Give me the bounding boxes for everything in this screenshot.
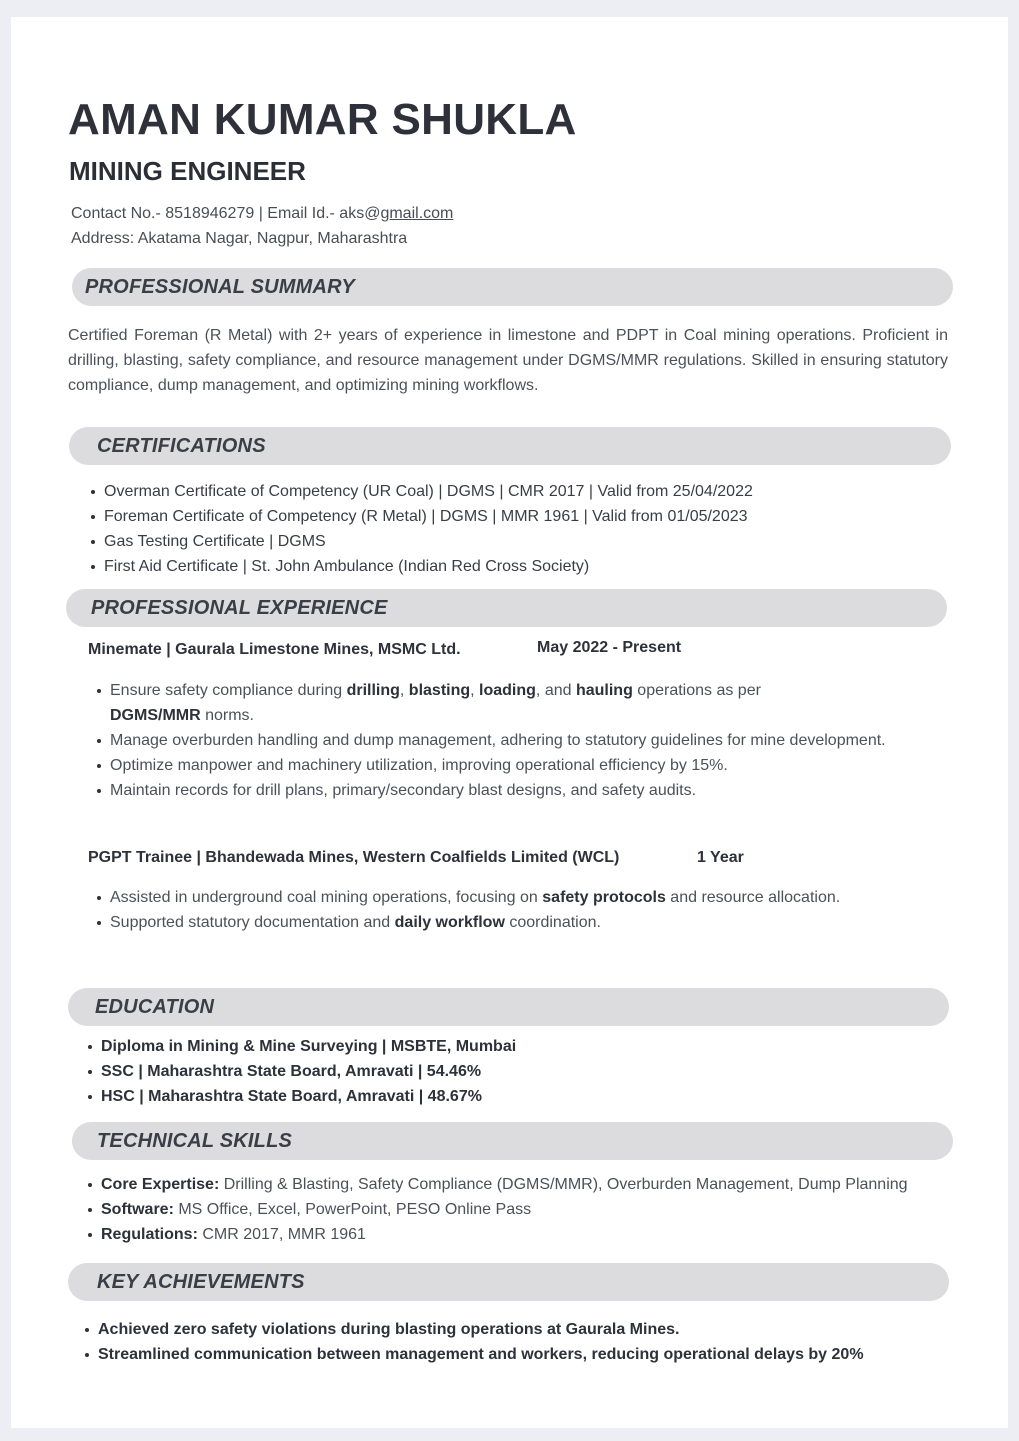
list-item: Maintain records for drill plans, primary/secondary blast designs, and safety audits. bbox=[95, 778, 895, 803]
list-item: HSC | Maharashtra State Board, Amravati | 48.67% bbox=[86, 1084, 516, 1109]
list-item: Diploma in Mining & Mine Surveying | MSBTE, Mumbai bbox=[86, 1034, 516, 1059]
resume-page bbox=[11, 17, 1008, 1428]
section-band-summary bbox=[72, 268, 953, 306]
list-item: Streamlined communication between management and workers, reducing operational delays by 20% bbox=[83, 1342, 943, 1367]
list-item: Overman Certificate of Competency (UR Coal) | DGMS | CMR 2017 | Valid from 25/04/2022 bbox=[89, 479, 753, 504]
section-title-summary: PROFESSIONAL SUMMARY bbox=[85, 276, 355, 298]
section-band-experience bbox=[66, 589, 947, 627]
list-item: Gas Testing Certificate | DGMS bbox=[89, 529, 753, 554]
list-item: Achieved zero safety violations during blasting operations at Gaurala Mines. bbox=[83, 1317, 943, 1342]
section-title-education: EDUCATION bbox=[95, 996, 215, 1018]
candidate-role: MINING ENGINEER bbox=[69, 156, 306, 186]
list-item: Foreman Certificate of Competency (R Metal) | DGMS | MMR 1961 | Valid from 01/05/2023 bbox=[89, 504, 753, 529]
contact-line bbox=[71, 201, 453, 226]
section-title-achievements: KEY ACHIEVEMENTS bbox=[97, 1271, 305, 1293]
section-title-experience: PROFESSIONAL EXPERIENCE bbox=[91, 597, 388, 619]
list-item: Ensure safety compliance during drilling, blasting, loading, and hauling operations as per DGMS/MMR norms. bbox=[95, 678, 895, 728]
address-line: Address: Akatama Nagar, Nagpur, Maharashtra bbox=[71, 230, 408, 247]
achievements-list bbox=[83, 1317, 943, 1367]
list-item: SSC | Maharashtra State Board, Amravati | 54.46% bbox=[86, 1059, 516, 1084]
job-title-2: PGPT Trainee | Bhandewada Mines, Western Coalfields Limited (WCL) bbox=[88, 849, 620, 866]
job-2-duties bbox=[95, 885, 895, 935]
contact-block bbox=[71, 201, 453, 251]
list-item: Manage overburden handling and dump management, adhering to statutory guidelines for mine development. bbox=[95, 728, 895, 753]
section-title-skills: TECHNICAL SKILLS bbox=[97, 1130, 293, 1152]
section-title-certifications: CERTIFICATIONS bbox=[97, 435, 266, 457]
section-band-certifications bbox=[69, 427, 951, 465]
summary-text: Certified Foreman (R Metal) with 2+ years of experience in limestone and PDPT in Coal mining operations. Proficient in drilling, blasting, safety compliance, and resource management under DGMS/MMR regulations. Skilled in ensuring statutory compliance, dump management, and optimizing mining workflows. bbox=[68, 327, 948, 394]
job-title-1: Minemate | Gaurala Limestone Mines, MSMC Ltd. bbox=[88, 641, 461, 658]
certification-list bbox=[89, 479, 753, 579]
contact-text: Contact No.- 8518946279 | Email Id.- aks@ bbox=[71, 205, 381, 222]
list-item: Supported statutory documentation and daily workflow coordination. bbox=[95, 910, 895, 935]
education-list bbox=[86, 1034, 516, 1109]
section-band-skills bbox=[72, 1122, 953, 1160]
candidate-name: AMAN KUMAR SHUKLA bbox=[68, 95, 577, 144]
section-band-education bbox=[68, 988, 949, 1026]
job-period-1: May 2022 - Present bbox=[537, 639, 682, 656]
list-item: Software: MS Office, Excel, PowerPoint, PESO Online Pass bbox=[86, 1197, 908, 1222]
email-link[interactable]: gmail.com bbox=[380, 205, 454, 222]
list-item: Regulations: CMR 2017, MMR 1961 bbox=[86, 1222, 908, 1247]
list-item: Optimize manpower and machinery utilization, improving operational efficiency by 15%. bbox=[95, 753, 895, 778]
job-period-2: 1 Year bbox=[697, 849, 744, 866]
list-item: Core Expertise: Drilling & Blasting, Safety Compliance (DGMS/MMR), Overburden Management, Dump Planning bbox=[86, 1172, 908, 1197]
section-band-achievements bbox=[68, 1263, 949, 1301]
skills-list bbox=[86, 1172, 908, 1247]
job-1-duties bbox=[95, 678, 895, 803]
list-item: First Aid Certificate | St. John Ambulance (Indian Red Cross Society) bbox=[89, 554, 753, 579]
list-item: Assisted in underground coal mining operations, focusing on safety protocols and resource allocation. bbox=[95, 885, 895, 910]
